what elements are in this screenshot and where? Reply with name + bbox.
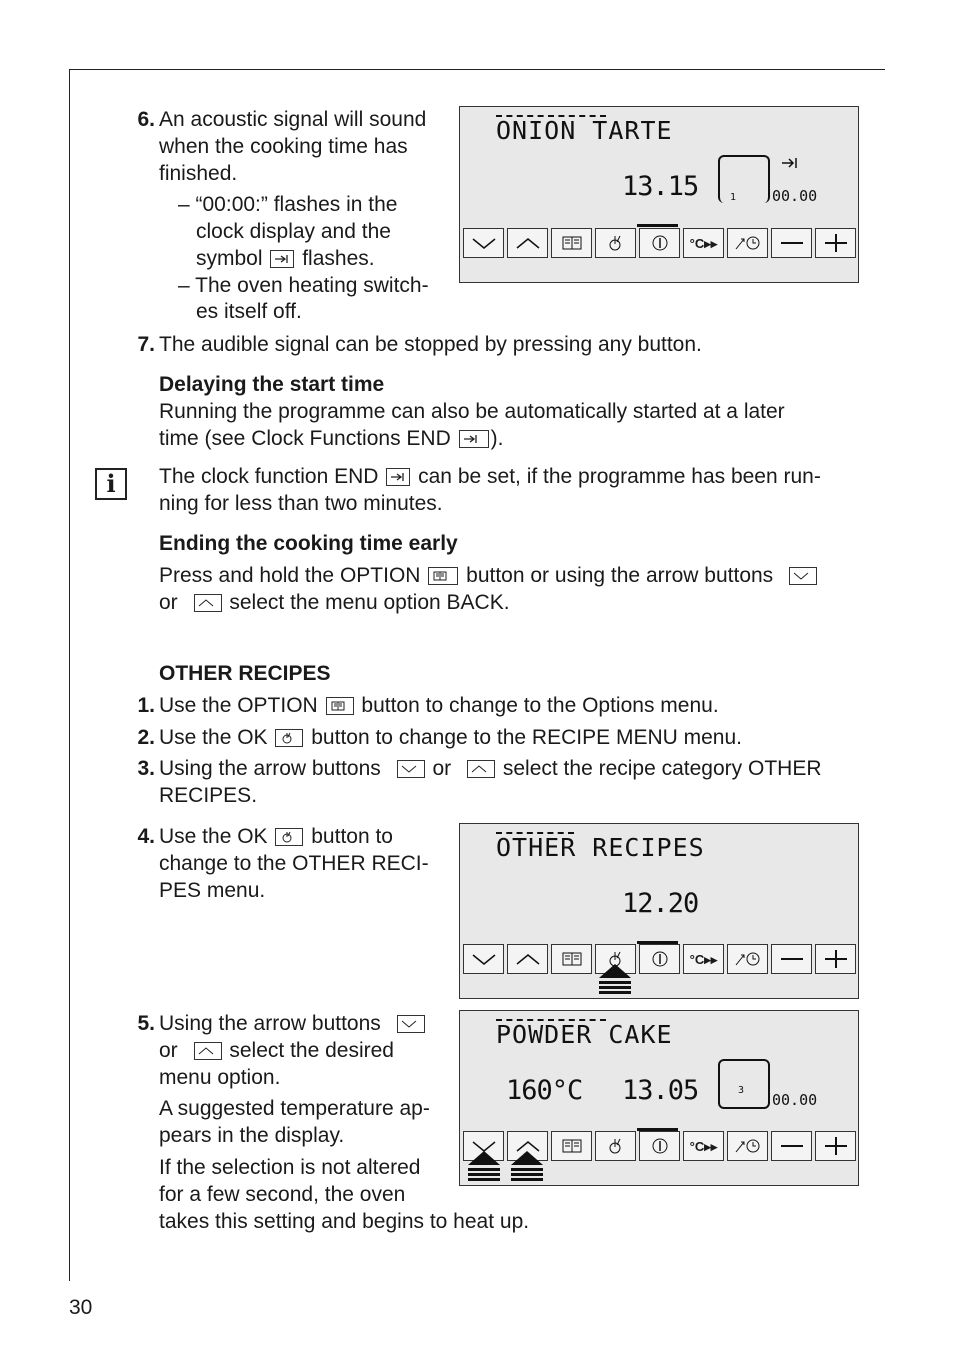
delay-text-b: ). bbox=[490, 427, 504, 450]
other-recipes-heading: OTHER RECIPES bbox=[159, 662, 331, 685]
bullet-1-line-3 bbox=[196, 245, 375, 272]
temp-fast-heat-button[interactable] bbox=[683, 944, 724, 974]
step-number: 3. bbox=[137, 757, 155, 780]
bullet-1-text-a: symbol bbox=[196, 247, 263, 270]
dial-mark: 3 bbox=[738, 1085, 745, 1096]
step-6-line-1: An acoustic signal will sound bbox=[159, 108, 427, 131]
active-indicator-bar bbox=[637, 1128, 678, 1131]
other-step-4-text-b: button to bbox=[311, 825, 393, 848]
minus-button[interactable] bbox=[771, 228, 812, 258]
ok-button[interactable] bbox=[595, 1131, 636, 1161]
active-indicator-bar bbox=[637, 941, 678, 944]
dial-mark: 1 bbox=[730, 192, 737, 203]
plus-button[interactable] bbox=[815, 944, 856, 974]
other-step-5-line-1 bbox=[159, 1010, 427, 1037]
step-number: 4. bbox=[137, 825, 155, 848]
ending-text-c: or bbox=[159, 591, 178, 614]
ending-text-a: Press and hold the OPTION bbox=[159, 564, 421, 587]
left-rule bbox=[69, 69, 70, 1281]
info-line-1 bbox=[159, 463, 821, 490]
other-step-4-line-3: PES menu. bbox=[159, 879, 266, 902]
other-step-5-line-7: for a few second, the oven bbox=[159, 1183, 406, 1206]
press-arrow-icon bbox=[466, 1149, 502, 1183]
other-step-2-text-b: button to change to the RECIPE MENU menu. bbox=[311, 726, 742, 749]
on-off-button[interactable] bbox=[639, 944, 680, 974]
active-indicator-bar bbox=[637, 224, 678, 227]
step-number: 2. bbox=[137, 726, 155, 749]
step-number: 7. bbox=[137, 333, 155, 356]
option-icon bbox=[326, 697, 354, 715]
ok-icon bbox=[275, 729, 303, 747]
display-time: 12.20 bbox=[622, 888, 699, 919]
display-title: ONION TARTE bbox=[496, 116, 673, 145]
button-row bbox=[463, 228, 856, 258]
other-step-3-text-a: Using the arrow buttons bbox=[159, 757, 381, 780]
timer-dial-icon bbox=[718, 155, 770, 203]
clock-functions-button[interactable] bbox=[727, 944, 768, 974]
ok-icon bbox=[275, 828, 303, 846]
step-number: 1. bbox=[137, 694, 155, 717]
clock-functions-button[interactable] bbox=[727, 228, 768, 258]
other-step-1-text-a: Use the OPTION bbox=[159, 694, 318, 717]
arrow-up-button[interactable] bbox=[507, 944, 548, 974]
bullet-1-line-2: clock display and the bbox=[196, 220, 391, 243]
end-icon bbox=[386, 468, 410, 486]
press-arrow-icon bbox=[509, 1149, 545, 1183]
arrow-down-icon bbox=[397, 1015, 425, 1033]
fast-forward-icon: ▸▸ bbox=[704, 951, 718, 967]
on-off-button[interactable] bbox=[639, 1131, 680, 1161]
step-7-text: The audible signal can be stopped by pressing any button. bbox=[159, 333, 702, 356]
other-step-5-line-4: A suggested temperature ap- bbox=[159, 1097, 430, 1120]
minus-button[interactable] bbox=[771, 944, 812, 974]
temp-label: °C bbox=[689, 235, 705, 251]
temp-fast-heat-button[interactable] bbox=[683, 1131, 724, 1161]
other-step-4-line-1 bbox=[159, 823, 393, 850]
other-step-5-line-5: pears in the display. bbox=[159, 1124, 345, 1147]
fast-forward-icon: ▸▸ bbox=[704, 235, 718, 251]
option-button[interactable] bbox=[551, 1131, 592, 1161]
other-step-4-text-a: Use the OK bbox=[159, 825, 268, 848]
other-step-2 bbox=[159, 724, 742, 751]
arrow-down-button[interactable] bbox=[463, 228, 504, 258]
plus-button[interactable] bbox=[815, 228, 856, 258]
page-number: 30 bbox=[69, 1296, 93, 1319]
arrow-up-icon bbox=[194, 594, 222, 612]
info-icon: i bbox=[95, 468, 127, 500]
arrow-up-icon bbox=[194, 1042, 222, 1060]
info-text-b: can be set, if the programme has been run- bbox=[418, 465, 821, 488]
ending-text-b: button or using the arrow buttons bbox=[466, 564, 774, 587]
display-time: 13.15 bbox=[622, 171, 699, 202]
other-step-1-text-b: button to change to the Options menu. bbox=[361, 694, 719, 717]
end-icon bbox=[270, 250, 294, 268]
other-step-3-line-2: RECIPES. bbox=[159, 784, 258, 807]
arrow-down-icon bbox=[789, 567, 817, 585]
other-step-5-text-a: Using the arrow buttons bbox=[159, 1012, 381, 1035]
other-step-5-line-2 bbox=[159, 1037, 394, 1064]
delay-text-a: time (see Clock Functions END bbox=[159, 427, 451, 450]
fast-forward-icon: ▸▸ bbox=[704, 1138, 718, 1154]
press-arrow-icon bbox=[597, 962, 633, 996]
step-number: 5. bbox=[137, 1012, 155, 1035]
display-panel-other-recipes bbox=[459, 823, 859, 999]
step-6-line-3: finished. bbox=[159, 162, 238, 185]
other-step-3-text-c: select the recipe category OTHER bbox=[502, 757, 822, 780]
other-step-3-text-b: or bbox=[432, 757, 452, 780]
on-off-button[interactable] bbox=[639, 228, 680, 258]
info-text-a: The clock function END bbox=[159, 465, 379, 488]
other-step-5-text-c: select the desired bbox=[229, 1039, 394, 1062]
arrow-up-button[interactable] bbox=[507, 228, 548, 258]
plus-button[interactable] bbox=[815, 1131, 856, 1161]
bullet-2-line-1: – The oven heating switch- bbox=[178, 274, 429, 297]
delay-heading: Delaying the start time bbox=[159, 373, 385, 396]
ending-text-d: select the menu option BACK. bbox=[229, 591, 510, 614]
ending-line-2 bbox=[159, 589, 510, 616]
other-step-5-text-b: or bbox=[159, 1039, 178, 1062]
ending-heading: Ending the cooking time early bbox=[159, 532, 458, 555]
bullet-2-line-2: es itself off. bbox=[196, 300, 302, 323]
delay-line-2 bbox=[159, 425, 503, 452]
arrow-up-icon bbox=[467, 760, 495, 778]
end-icon bbox=[459, 430, 489, 448]
minus-button[interactable] bbox=[771, 1131, 812, 1161]
button-row bbox=[463, 944, 856, 974]
ok-button[interactable] bbox=[595, 228, 636, 258]
other-step-3-line-1 bbox=[159, 755, 822, 782]
display-title: POWDER CAKE bbox=[496, 1020, 673, 1049]
other-step-1 bbox=[159, 692, 719, 719]
display-small-time: 00.00 bbox=[772, 187, 818, 205]
display-temperature: 160°C bbox=[506, 1075, 583, 1106]
top-rule bbox=[69, 69, 885, 70]
other-step-2-text-a: Use the OK bbox=[159, 726, 268, 749]
display-panel-onion-tarte bbox=[459, 106, 859, 283]
temp-label: °C bbox=[689, 951, 705, 967]
other-step-5-line-3: menu option. bbox=[159, 1066, 281, 1089]
other-step-5-line-6: If the selection is not altered bbox=[159, 1156, 421, 1179]
other-step-4-line-2: change to the OTHER RECI- bbox=[159, 852, 429, 875]
option-icon bbox=[428, 567, 458, 585]
bullet-1-text-b: flashes. bbox=[302, 247, 375, 270]
step-6-line-2: when the cooking time has bbox=[159, 135, 408, 158]
display-time: 13.05 bbox=[622, 1075, 699, 1106]
ending-line-1 bbox=[159, 562, 819, 589]
display-title: OTHER RECIPES bbox=[496, 833, 705, 862]
delay-line-1: Running the programme can also be automatically started at a later bbox=[159, 400, 785, 423]
end-icon bbox=[780, 150, 800, 164]
temp-label: °C bbox=[689, 1138, 705, 1154]
arrow-down-icon bbox=[397, 760, 425, 778]
bullet-1-line-1: – “00:00:” flashes in the bbox=[178, 193, 398, 216]
clock-functions-button[interactable] bbox=[727, 1131, 768, 1161]
temp-fast-heat-button[interactable] bbox=[683, 228, 724, 258]
option-button[interactable] bbox=[551, 228, 592, 258]
step-number: 6. bbox=[137, 108, 155, 131]
arrow-down-button[interactable] bbox=[463, 944, 504, 974]
info-line-2: ning for less than two minutes. bbox=[159, 492, 443, 515]
other-step-5-line-8: takes this setting and begins to heat up. bbox=[159, 1210, 530, 1233]
display-small-time: 00.00 bbox=[772, 1091, 818, 1109]
option-button[interactable] bbox=[551, 944, 592, 974]
